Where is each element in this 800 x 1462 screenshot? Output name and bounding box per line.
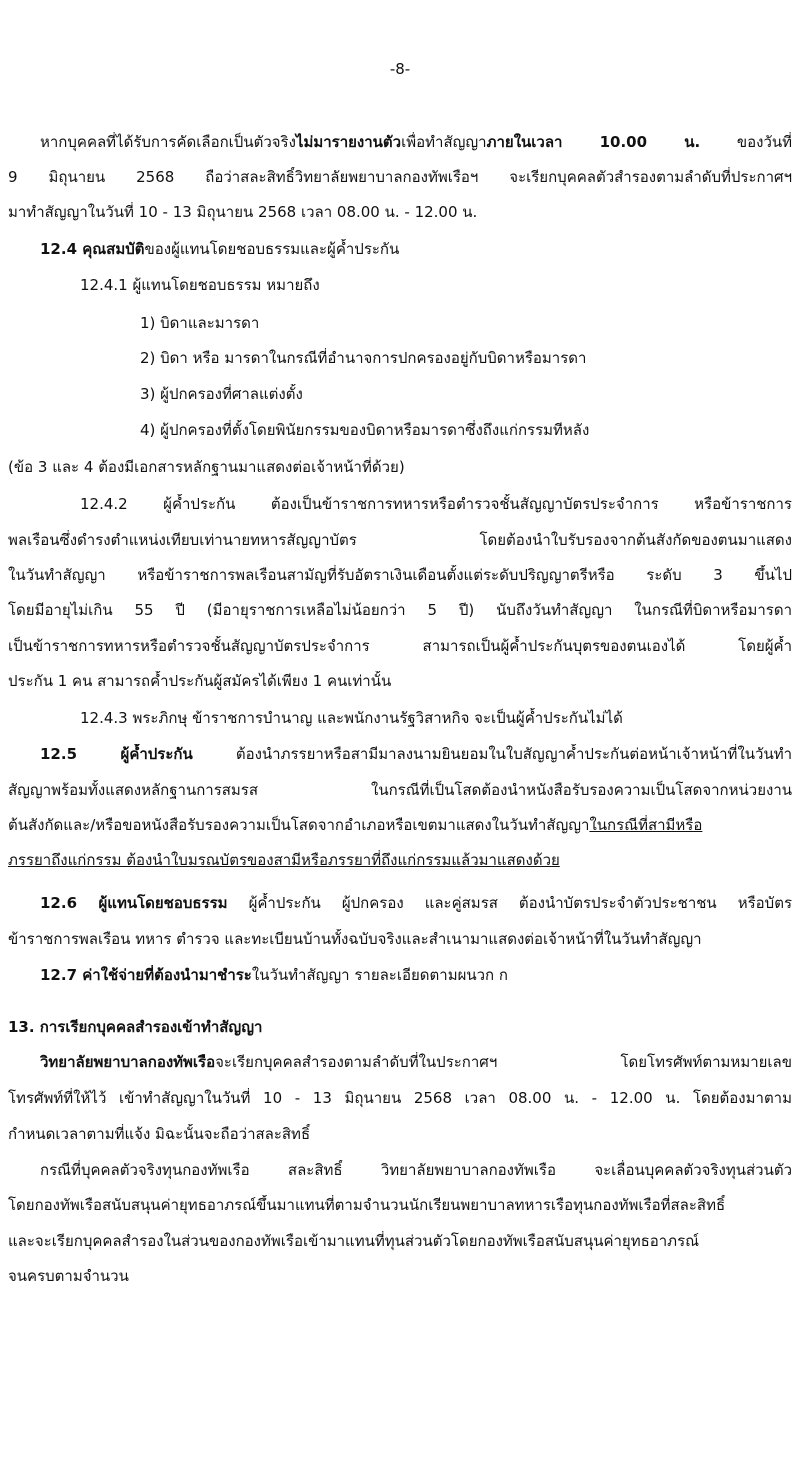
section-13-p2-line-1: กรณีที่บุคคลตัวจริงทุนกองทัพเรือ สละสิทธิ์ วิทยาลัยพยาบาลกองทัพเรือ จะเลื่อนบุคคลตัวจริงทุนส่วนตัว: [40, 1161, 792, 1179]
section-12-4-3: 12.4.3 พระภิกษุ ข้าราชการบำนาญ และพนักงานรัฐวิสาหกิจ จะเป็นผู้ค้ำประกันไม่ได้: [80, 709, 623, 727]
section-12-4-heading: 12.4 คุณสมบัติของผู้แทนโดยชอบธรรมและผู้ค้ำประกัน: [40, 240, 400, 258]
section-13-p1-line-2: โทรศัพท์ที่ให้ไว้ เข้าทำสัญญาในวันที่ 10 - 13 มิถุนายน 2568 เวลา 08.00 น. - 12.00 น. โดยต้องมาตาม: [8, 1089, 792, 1107]
paragraph-report-deadline-line-1: หากบุคคลที่ได้รับการคัดเลือกเป็นตัวจริงไม่มารายงานตัวเพื่อทำสัญญาภายในเวลา 10.00 น. ของวันที่: [40, 133, 792, 151]
section-12-5-line-2: สัญญาพร้อมทั้งแสดงหลักฐานการสมรส ในกรณีที่เป็นโสดต้องนำหนังสือรับรองความเป็นโสดจากหน่วยงาน: [8, 781, 792, 799]
section-13-p1-line-1: วิทยาลัยพยาบาลกองทัพเรือจะเรียกบุคคลสำรองตามลำดับที่ในประกาศฯ โดยโทรศัพท์ตามหมายเลข: [40, 1053, 792, 1071]
section-13-heading: 13. การเรียกบุคคลสำรองเข้าทำสัญญา: [8, 1018, 263, 1036]
list-item: 4) ผู้ปกครองที่ตั้งโดยพินัยกรรมของบิดาหรือมารดาซึ่งถึงแก่กรรมทีหลัง: [140, 421, 590, 439]
list-item: 1) บิดาและมารดา: [140, 314, 260, 332]
section-12-4-2-line-3: ในวันทำสัญญา หรือข้าราชการพลเรือนสามัญที่รับอัตราเงินเดือนตั้งแต่ระดับปริญญาตรีหรือ ระดับ 3 ขึ้นไป: [8, 566, 792, 584]
bold-expenses: 12.7 ค่าใช้จ่ายที่ต้องนำมาชำระ: [40, 966, 252, 984]
paragraph-report-deadline-line-2: 9 มิถุนายน 2568 ถือว่าสละสิทธิ์วิทยาลัยพยาบาลกองทัพเรือฯ จะเรียกบุคคลตัวสำรองตามลำดับที่ประกาศฯ: [8, 168, 792, 186]
section-12-4-2-line-4: โดยมีอายุไม่เกิน 55 ปี (มีอายุราชการเหลือไม่น้อยกว่า 5 ปี) นับถึงวันทำสัญญา ในกรณีที่บิดาหรือมารดา: [8, 601, 792, 619]
section-13-p2-line-4: จนครบตามจำนวน: [8, 1267, 129, 1285]
section-13-p2-line-3: และจะเรียกบุคคลสำรองในส่วนของกองทัพเรือเข้ามาแทนที่ทุนส่วนตัวโดยกองทัพเรือสนับสนุนค่ายุทธอาภรณ์: [8, 1232, 700, 1250]
section-12-4-1-title: 12.4.1 ผู้แทนโดยชอบธรรม หมายถึง: [80, 276, 320, 294]
list-item: 2) บิดา หรือ มารดาในกรณีที่อำนาจการปกครองอยู่กับบิดาหรือมารดา: [140, 349, 587, 367]
underlined-text: ในกรณีที่สามีหรือ: [589, 816, 703, 834]
section-12-4-2-line-1: 12.4.2 ผู้ค้ำประกัน ต้องเป็นข้าราชการทหารหรือตำรวจชั้นสัญญาบัตรประจำการ หรือข้าราชการ: [80, 495, 792, 513]
section-12-5-line-4: [8, 850, 792, 870]
section-12-6-line-1: 12.6 ผู้แทนโดยชอบธรรม ผู้ค้ำประกัน ผู้ปกครอง และคู่สมรส ต้องนำบัตรประจำตัวประชาชน หรือบัตร: [40, 894, 792, 912]
section-12-4-2-line-5: เป็นข้าราชการทหารหรือตำรวจชั้นสัญญาบัตรประจำการ สามารถเป็นผู้ค้ำประกันบุตรของตนเองได้ โดยผู้ค้ำ: [8, 637, 792, 655]
section-12-4-2-line-6: ประกัน 1 คน สามารถค้ำประกันผู้สมัครได้เพียง 1 คนเท่านั้น: [8, 672, 392, 690]
bold-guarantor: 12.5 ผู้ค้ำประกัน: [40, 745, 193, 763]
section-12-7: 12.7 ค่าใช้จ่ายที่ต้องนำมาชำระในวันทำสัญญา รายละเอียดตามผนวก ก: [40, 966, 508, 984]
section-13-p1-line-3: กำหนดเวลาตามที่แจ้ง มิฉะนั้นจะถือว่าสละสิทธิ์: [8, 1125, 311, 1143]
paragraph-report-deadline-line-3: มาทำสัญญาในวันที่ 10 - 13 มิถุนายน 2568 เวลา 08.00 น. - 12.00 น.: [8, 203, 478, 221]
bold-deadline-time: ภายในเวลา 10.00 น.: [486, 133, 701, 151]
section-12-5-line-1: 12.5 ผู้ค้ำประกัน ต้องนำภรรยาหรือสามีมาลงนามยินยอมในใบสัญญาค้ำประกันต่อหน้าเจ้าหน้าที่ในวันทำ: [40, 745, 792, 763]
section-13-p2-line-2: โดยกองทัพเรือสนับสนุนค่ายุทธอาภรณ์ขึ้นมาแทนที่ตามจำนวนนักเรียนพยาบาลทหารเรือทุนกองทัพเรือที่สละสิทธิ์: [8, 1196, 726, 1214]
section-12-4-2-line-2: พลเรือนซึ่งดำรงตำแหน่งเทียบเท่านายทหารสัญญาบัตร โดยต้องนำใบรับรองจากต้นสังกัดของตนมาแสดง: [8, 531, 792, 549]
bold-qualifications: คุณสมบัติ: [82, 240, 145, 258]
bold-not-reporting: ไม่มารายงานตัว: [295, 133, 402, 151]
bold-legal-representative: 12.6 ผู้แทนโดยชอบธรรม: [40, 894, 228, 912]
list-item: 3) ผู้ปกครองที่ศาลแต่งตั้ง: [140, 385, 303, 403]
underlined-text: ภรรยาถึงแก่กรรม ต้องนำใบมรณบัตรของสามีหรือภรรยาที่ถึงแก่กรรมแล้วมาแสดงด้วย: [8, 851, 560, 869]
page-number: -8-: [389, 60, 411, 78]
note-documents: (ข้อ 3 และ 4 ต้องมีเอกสารหลักฐานมาแสดงต่อเจ้าหน้าที่ด้วย): [8, 458, 405, 476]
section-12-5-line-3: ต้นสังกัดและ/หรือขอหนังสือรับรองความเป็นโสดจากอำเภอหรือเขตมาแสดงในวันทำสัญญาในกรณีที่สามีหรือ: [8, 816, 703, 834]
section-12-6-line-2: ข้าราชการพลเรือน ทหาร ตำรวจ และทะเบียนบ้านทั้งฉบับจริงและสำเนามาแสดงต่อเจ้าหน้าที่ในวันทำสัญญา: [8, 930, 702, 948]
bold-college-name: วิทยาลัยพยาบาลกองทัพเรือ: [40, 1053, 216, 1071]
